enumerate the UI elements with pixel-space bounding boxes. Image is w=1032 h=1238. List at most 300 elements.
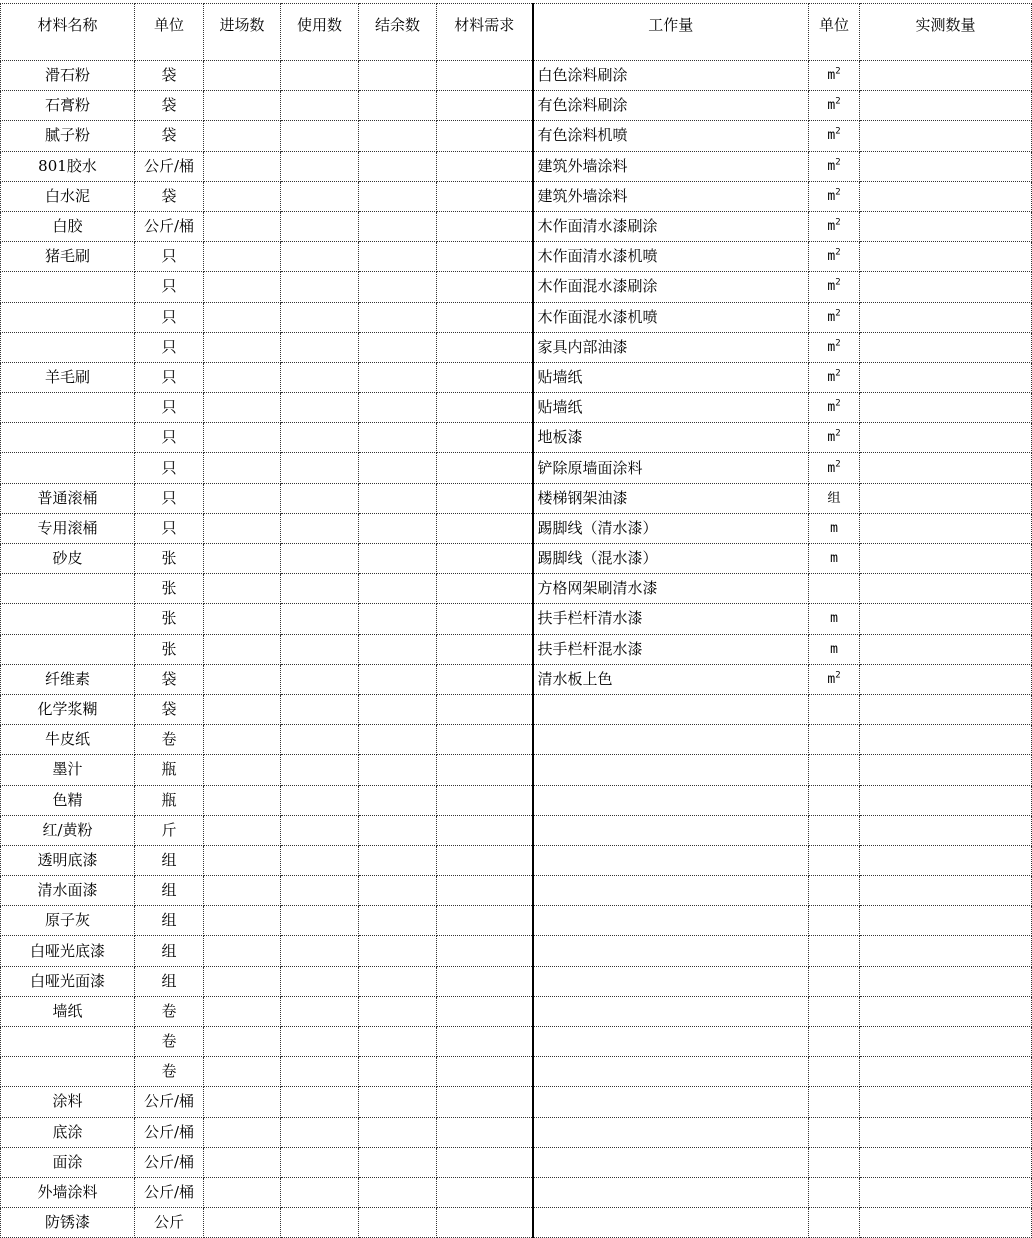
in-qty-cell[interactable] — [204, 845, 281, 875]
remain-qty-cell[interactable] — [359, 936, 437, 966]
in-qty-cell[interactable] — [204, 815, 281, 845]
work-unit-cell[interactable] — [809, 332, 860, 362]
work-unit-cell[interactable] — [809, 1147, 860, 1177]
in-qty-cell[interactable] — [204, 755, 281, 785]
remain-qty-cell[interactable] — [359, 694, 437, 724]
in-qty-cell[interactable] — [204, 574, 281, 604]
in-qty-cell[interactable] — [204, 966, 281, 996]
header-in-qty[interactable]: 进场数 — [204, 4, 281, 61]
work-item-cell[interactable] — [533, 694, 809, 724]
measured-cell[interactable] — [860, 272, 1032, 302]
demand-cell[interactable] — [437, 1117, 533, 1147]
work-item-cell[interactable]: 白色涂料刷涂 — [533, 61, 809, 91]
remain-qty-cell[interactable] — [359, 302, 437, 332]
in-qty-cell[interactable] — [204, 513, 281, 543]
in-qty-cell[interactable] — [204, 61, 281, 91]
work-item-cell[interactable]: 扶手栏杆清水漆 — [533, 604, 809, 634]
material-name-cell[interactable]: 色精 — [1, 785, 135, 815]
demand-cell[interactable] — [437, 151, 533, 181]
remain-qty-cell[interactable] — [359, 604, 437, 634]
work-item-cell[interactable]: 木作面清水漆机喷 — [533, 242, 809, 272]
measured-cell[interactable] — [860, 362, 1032, 392]
work-unit-cell[interactable] — [809, 151, 860, 181]
measured-cell[interactable] — [860, 755, 1032, 785]
demand-cell[interactable] — [437, 453, 533, 483]
unit-cell[interactable]: 卷 — [135, 1057, 204, 1087]
work-unit-cell[interactable] — [809, 91, 860, 121]
in-qty-cell[interactable] — [204, 664, 281, 694]
work-unit-cell[interactable] — [809, 513, 860, 543]
demand-cell[interactable] — [437, 272, 533, 302]
material-name-cell[interactable]: 涂料 — [1, 1087, 135, 1117]
remain-qty-cell[interactable] — [359, 211, 437, 241]
work-item-cell[interactable]: 贴墙纸 — [533, 393, 809, 423]
measured-cell[interactable] — [860, 151, 1032, 181]
in-qty-cell[interactable] — [204, 1147, 281, 1177]
unit-cell[interactable]: 组 — [135, 906, 204, 936]
remain-qty-cell[interactable] — [359, 362, 437, 392]
material-name-cell[interactable]: 牛皮纸 — [1, 725, 135, 755]
demand-cell[interactable] — [437, 574, 533, 604]
demand-cell[interactable] — [437, 996, 533, 1026]
remain-qty-cell[interactable] — [359, 272, 437, 302]
work-unit-cell[interactable] — [809, 544, 860, 574]
header-unit[interactable]: 单位 — [135, 4, 204, 61]
unit-cell[interactable]: 卷 — [135, 725, 204, 755]
work-unit-cell[interactable] — [809, 996, 860, 1026]
used-qty-cell[interactable] — [281, 1057, 359, 1087]
used-qty-cell[interactable] — [281, 181, 359, 211]
material-name-cell[interactable] — [1, 423, 135, 453]
demand-cell[interactable] — [437, 1177, 533, 1207]
remain-qty-cell[interactable] — [359, 845, 437, 875]
work-item-cell[interactable]: 木作面清水漆刷涂 — [533, 211, 809, 241]
unit-cell[interactable]: 袋 — [135, 121, 204, 151]
unit-cell[interactable]: 瓶 — [135, 755, 204, 785]
measured-cell[interactable] — [860, 1057, 1032, 1087]
unit-cell[interactable]: 组 — [135, 876, 204, 906]
work-unit-cell[interactable] — [809, 815, 860, 845]
material-name-cell[interactable]: 白水泥 — [1, 181, 135, 211]
remain-qty-cell[interactable] — [359, 121, 437, 151]
in-qty-cell[interactable] — [204, 634, 281, 664]
used-qty-cell[interactable] — [281, 1027, 359, 1057]
measured-cell[interactable] — [860, 1177, 1032, 1207]
remain-qty-cell[interactable] — [359, 906, 437, 936]
measured-cell[interactable] — [860, 332, 1032, 362]
in-qty-cell[interactable] — [204, 694, 281, 724]
work-item-cell[interactable]: 踢脚线（混水漆） — [533, 544, 809, 574]
in-qty-cell[interactable] — [204, 936, 281, 966]
demand-cell[interactable] — [437, 664, 533, 694]
unit-cell[interactable]: 袋 — [135, 181, 204, 211]
in-qty-cell[interactable] — [204, 483, 281, 513]
unit-cell[interactable]: 只 — [135, 332, 204, 362]
in-qty-cell[interactable] — [204, 725, 281, 755]
header-measured[interactable]: 实测数量 — [860, 4, 1032, 61]
used-qty-cell[interactable] — [281, 574, 359, 604]
work-item-cell[interactable] — [533, 755, 809, 785]
header-demand[interactable]: 材料需求 — [437, 4, 533, 61]
work-item-cell[interactable]: 方格网架刷清水漆 — [533, 574, 809, 604]
unit-cell[interactable]: 袋 — [135, 61, 204, 91]
used-qty-cell[interactable] — [281, 604, 359, 634]
measured-cell[interactable] — [860, 302, 1032, 332]
demand-cell[interactable] — [437, 906, 533, 936]
unit-cell[interactable]: 卷 — [135, 1027, 204, 1057]
used-qty-cell[interactable] — [281, 151, 359, 181]
work-item-cell[interactable]: 木作面混水漆刷涂 — [533, 272, 809, 302]
work-item-cell[interactable] — [533, 996, 809, 1026]
measured-cell[interactable] — [860, 61, 1032, 91]
demand-cell[interactable] — [437, 332, 533, 362]
measured-cell[interactable] — [860, 694, 1032, 724]
work-item-cell[interactable]: 铲除原墙面涂料 — [533, 453, 809, 483]
used-qty-cell[interactable] — [281, 1177, 359, 1207]
demand-cell[interactable] — [437, 1027, 533, 1057]
used-qty-cell[interactable] — [281, 725, 359, 755]
work-unit-cell[interactable] — [809, 694, 860, 724]
work-item-cell[interactable]: 木作面混水漆机喷 — [533, 302, 809, 332]
material-name-cell[interactable]: 石膏粉 — [1, 91, 135, 121]
measured-cell[interactable] — [860, 604, 1032, 634]
demand-cell[interactable] — [437, 1147, 533, 1177]
used-qty-cell[interactable] — [281, 513, 359, 543]
material-name-cell[interactable] — [1, 302, 135, 332]
used-qty-cell[interactable] — [281, 996, 359, 1026]
measured-cell[interactable] — [860, 1208, 1032, 1238]
in-qty-cell[interactable] — [204, 302, 281, 332]
material-name-cell[interactable]: 普通滚桶 — [1, 483, 135, 513]
demand-cell[interactable] — [437, 815, 533, 845]
work-item-cell[interactable] — [533, 785, 809, 815]
material-name-cell[interactable] — [1, 332, 135, 362]
unit-cell[interactable]: 袋 — [135, 91, 204, 121]
demand-cell[interactable] — [437, 302, 533, 332]
unit-cell[interactable]: 组 — [135, 936, 204, 966]
in-qty-cell[interactable] — [204, 544, 281, 574]
work-unit-cell[interactable] — [809, 453, 860, 483]
remain-qty-cell[interactable] — [359, 725, 437, 755]
demand-cell[interactable] — [437, 966, 533, 996]
demand-cell[interactable] — [437, 544, 533, 574]
used-qty-cell[interactable] — [281, 121, 359, 151]
work-item-cell[interactable] — [533, 936, 809, 966]
remain-qty-cell[interactable] — [359, 1147, 437, 1177]
work-item-cell[interactable] — [533, 906, 809, 936]
material-name-cell[interactable]: 滑石粉 — [1, 61, 135, 91]
work-unit-cell[interactable] — [809, 845, 860, 875]
work-unit-cell[interactable] — [809, 393, 860, 423]
remain-qty-cell[interactable] — [359, 483, 437, 513]
used-qty-cell[interactable] — [281, 694, 359, 724]
demand-cell[interactable] — [437, 785, 533, 815]
work-unit-cell[interactable] — [809, 725, 860, 755]
used-qty-cell[interactable] — [281, 453, 359, 483]
measured-cell[interactable] — [860, 966, 1032, 996]
work-unit-cell[interactable] — [809, 936, 860, 966]
in-qty-cell[interactable] — [204, 996, 281, 1026]
work-unit-cell[interactable] — [809, 483, 860, 513]
unit-cell[interactable]: 公斤/桶 — [135, 1177, 204, 1207]
work-item-cell[interactable] — [533, 1057, 809, 1087]
work-item-cell[interactable]: 有色涂料刷涂 — [533, 91, 809, 121]
material-name-cell[interactable]: 墙纸 — [1, 996, 135, 1026]
measured-cell[interactable] — [860, 393, 1032, 423]
in-qty-cell[interactable] — [204, 453, 281, 483]
work-item-cell[interactable] — [533, 1087, 809, 1117]
work-unit-cell[interactable] — [809, 423, 860, 453]
material-name-cell[interactable]: 防锈漆 — [1, 1208, 135, 1238]
work-unit-cell[interactable] — [809, 1208, 860, 1238]
remain-qty-cell[interactable] — [359, 1027, 437, 1057]
used-qty-cell[interactable] — [281, 1208, 359, 1238]
material-name-cell[interactable]: 纤维素 — [1, 664, 135, 694]
unit-cell[interactable]: 公斤/桶 — [135, 1117, 204, 1147]
remain-qty-cell[interactable] — [359, 574, 437, 604]
used-qty-cell[interactable] — [281, 634, 359, 664]
measured-cell[interactable] — [860, 634, 1032, 664]
work-unit-cell[interactable] — [809, 1057, 860, 1087]
remain-qty-cell[interactable] — [359, 1087, 437, 1117]
measured-cell[interactable] — [860, 211, 1032, 241]
demand-cell[interactable] — [437, 1057, 533, 1087]
work-unit-cell[interactable] — [809, 272, 860, 302]
used-qty-cell[interactable] — [281, 393, 359, 423]
work-unit-cell[interactable] — [809, 966, 860, 996]
work-unit-cell[interactable] — [809, 664, 860, 694]
unit-cell[interactable]: 只 — [135, 423, 204, 453]
in-qty-cell[interactable] — [204, 423, 281, 453]
work-item-cell[interactable]: 踢脚线（清水漆） — [533, 513, 809, 543]
remain-qty-cell[interactable] — [359, 242, 437, 272]
demand-cell[interactable] — [437, 755, 533, 785]
demand-cell[interactable] — [437, 423, 533, 453]
remain-qty-cell[interactable] — [359, 664, 437, 694]
demand-cell[interactable] — [437, 725, 533, 755]
material-name-cell[interactable]: 清水面漆 — [1, 876, 135, 906]
measured-cell[interactable] — [860, 91, 1032, 121]
remain-qty-cell[interactable] — [359, 815, 437, 845]
used-qty-cell[interactable] — [281, 845, 359, 875]
demand-cell[interactable] — [437, 1208, 533, 1238]
work-item-cell[interactable]: 扶手栏杆混水漆 — [533, 634, 809, 664]
material-name-cell[interactable]: 外墙涂料 — [1, 1177, 135, 1207]
material-name-cell[interactable]: 白胶 — [1, 211, 135, 241]
unit-cell[interactable]: 组 — [135, 845, 204, 875]
work-unit-cell[interactable] — [809, 604, 860, 634]
work-item-cell[interactable]: 楼梯钢架油漆 — [533, 483, 809, 513]
used-qty-cell[interactable] — [281, 544, 359, 574]
unit-cell[interactable]: 只 — [135, 513, 204, 543]
material-name-cell[interactable]: 白哑光底漆 — [1, 936, 135, 966]
work-unit-cell[interactable] — [809, 1117, 860, 1147]
work-unit-cell[interactable] — [809, 1027, 860, 1057]
in-qty-cell[interactable] — [204, 211, 281, 241]
used-qty-cell[interactable] — [281, 362, 359, 392]
measured-cell[interactable] — [860, 664, 1032, 694]
unit-cell[interactable]: 张 — [135, 544, 204, 574]
demand-cell[interactable] — [437, 936, 533, 966]
unit-cell[interactable]: 只 — [135, 483, 204, 513]
work-item-cell[interactable] — [533, 1027, 809, 1057]
remain-qty-cell[interactable] — [359, 1177, 437, 1207]
used-qty-cell[interactable] — [281, 483, 359, 513]
used-qty-cell[interactable] — [281, 966, 359, 996]
work-unit-cell[interactable] — [809, 785, 860, 815]
work-unit-cell[interactable] — [809, 574, 860, 604]
used-qty-cell[interactable] — [281, 906, 359, 936]
remain-qty-cell[interactable] — [359, 1057, 437, 1087]
unit-cell[interactable]: 公斤/桶 — [135, 211, 204, 241]
unit-cell[interactable]: 张 — [135, 634, 204, 664]
unit-cell[interactable]: 只 — [135, 242, 204, 272]
in-qty-cell[interactable] — [204, 785, 281, 815]
in-qty-cell[interactable] — [204, 1117, 281, 1147]
measured-cell[interactable] — [860, 725, 1032, 755]
remain-qty-cell[interactable] — [359, 151, 437, 181]
unit-cell[interactable]: 公斤/桶 — [135, 1087, 204, 1117]
measured-cell[interactable] — [860, 121, 1032, 151]
work-unit-cell[interactable] — [809, 362, 860, 392]
unit-cell[interactable]: 瓶 — [135, 785, 204, 815]
unit-cell[interactable]: 张 — [135, 604, 204, 634]
demand-cell[interactable] — [437, 513, 533, 543]
demand-cell[interactable] — [437, 91, 533, 121]
remain-qty-cell[interactable] — [359, 785, 437, 815]
work-unit-cell[interactable] — [809, 121, 860, 151]
demand-cell[interactable] — [437, 362, 533, 392]
remain-qty-cell[interactable] — [359, 996, 437, 1026]
in-qty-cell[interactable] — [204, 906, 281, 936]
material-name-cell[interactable]: 砂皮 — [1, 544, 135, 574]
used-qty-cell[interactable] — [281, 332, 359, 362]
work-unit-cell[interactable] — [809, 755, 860, 785]
measured-cell[interactable] — [860, 181, 1032, 211]
work-unit-cell[interactable] — [809, 876, 860, 906]
remain-qty-cell[interactable] — [359, 332, 437, 362]
in-qty-cell[interactable] — [204, 604, 281, 634]
unit-cell[interactable]: 公斤 — [135, 1208, 204, 1238]
material-name-cell[interactable]: 腻子粉 — [1, 121, 135, 151]
used-qty-cell[interactable] — [281, 876, 359, 906]
header-material-name[interactable]: 材料名称 — [1, 4, 135, 61]
in-qty-cell[interactable] — [204, 1208, 281, 1238]
measured-cell[interactable] — [860, 1087, 1032, 1117]
material-name-cell[interactable]: 墨汁 — [1, 755, 135, 785]
used-qty-cell[interactable] — [281, 61, 359, 91]
work-unit-cell[interactable] — [809, 211, 860, 241]
in-qty-cell[interactable] — [204, 1027, 281, 1057]
demand-cell[interactable] — [437, 634, 533, 664]
demand-cell[interactable] — [437, 483, 533, 513]
remain-qty-cell[interactable] — [359, 544, 437, 574]
demand-cell[interactable] — [437, 242, 533, 272]
material-name-cell[interactable] — [1, 634, 135, 664]
measured-cell[interactable] — [860, 815, 1032, 845]
in-qty-cell[interactable] — [204, 876, 281, 906]
measured-cell[interactable] — [860, 544, 1032, 574]
demand-cell[interactable] — [437, 61, 533, 91]
work-item-cell[interactable]: 建筑外墙涂料 — [533, 151, 809, 181]
work-item-cell[interactable] — [533, 1208, 809, 1238]
material-name-cell[interactable]: 面涂 — [1, 1147, 135, 1177]
work-item-cell[interactable] — [533, 876, 809, 906]
remain-qty-cell[interactable] — [359, 423, 437, 453]
unit-cell[interactable]: 只 — [135, 393, 204, 423]
measured-cell[interactable] — [860, 574, 1032, 604]
unit-cell[interactable]: 只 — [135, 362, 204, 392]
work-item-cell[interactable] — [533, 1117, 809, 1147]
material-name-cell[interactable] — [1, 604, 135, 634]
work-item-cell[interactable]: 地板漆 — [533, 423, 809, 453]
work-item-cell[interactable]: 清水板上色 — [533, 664, 809, 694]
material-name-cell[interactable] — [1, 393, 135, 423]
material-name-cell[interactable] — [1, 1057, 135, 1087]
header-work[interactable]: 工作量 — [533, 4, 809, 61]
work-item-cell[interactable] — [533, 845, 809, 875]
measured-cell[interactable] — [860, 242, 1032, 272]
in-qty-cell[interactable] — [204, 121, 281, 151]
used-qty-cell[interactable] — [281, 815, 359, 845]
used-qty-cell[interactable] — [281, 1087, 359, 1117]
work-item-cell[interactable]: 贴墙纸 — [533, 362, 809, 392]
material-name-cell[interactable]: 底涂 — [1, 1117, 135, 1147]
in-qty-cell[interactable] — [204, 1177, 281, 1207]
measured-cell[interactable] — [860, 483, 1032, 513]
work-unit-cell[interactable] — [809, 302, 860, 332]
demand-cell[interactable] — [437, 393, 533, 423]
material-name-cell[interactable]: 白哑光面漆 — [1, 966, 135, 996]
in-qty-cell[interactable] — [204, 332, 281, 362]
used-qty-cell[interactable] — [281, 1147, 359, 1177]
demand-cell[interactable] — [437, 876, 533, 906]
used-qty-cell[interactable] — [281, 91, 359, 121]
material-name-cell[interactable] — [1, 574, 135, 604]
remain-qty-cell[interactable] — [359, 61, 437, 91]
used-qty-cell[interactable] — [281, 211, 359, 241]
material-name-cell[interactable] — [1, 1027, 135, 1057]
used-qty-cell[interactable] — [281, 785, 359, 815]
used-qty-cell[interactable] — [281, 936, 359, 966]
used-qty-cell[interactable] — [281, 423, 359, 453]
remain-qty-cell[interactable] — [359, 393, 437, 423]
work-item-cell[interactable] — [533, 725, 809, 755]
unit-cell[interactable]: 公斤/桶 — [135, 151, 204, 181]
material-name-cell[interactable]: 红/黄粉 — [1, 815, 135, 845]
unit-cell[interactable]: 只 — [135, 272, 204, 302]
work-item-cell[interactable] — [533, 966, 809, 996]
unit-cell[interactable]: 袋 — [135, 694, 204, 724]
material-name-cell[interactable]: 化学浆糊 — [1, 694, 135, 724]
used-qty-cell[interactable] — [281, 1117, 359, 1147]
remain-qty-cell[interactable] — [359, 181, 437, 211]
remain-qty-cell[interactable] — [359, 634, 437, 664]
material-name-cell[interactable]: 猪毛刷 — [1, 242, 135, 272]
material-name-cell[interactable]: 羊毛刷 — [1, 362, 135, 392]
in-qty-cell[interactable] — [204, 242, 281, 272]
material-name-cell[interactable] — [1, 453, 135, 483]
material-name-cell[interactable]: 专用滚桶 — [1, 513, 135, 543]
used-qty-cell[interactable] — [281, 664, 359, 694]
work-item-cell[interactable] — [533, 1147, 809, 1177]
demand-cell[interactable] — [437, 694, 533, 724]
demand-cell[interactable] — [437, 604, 533, 634]
in-qty-cell[interactable] — [204, 181, 281, 211]
remain-qty-cell[interactable] — [359, 91, 437, 121]
used-qty-cell[interactable] — [281, 302, 359, 332]
used-qty-cell[interactable] — [281, 242, 359, 272]
